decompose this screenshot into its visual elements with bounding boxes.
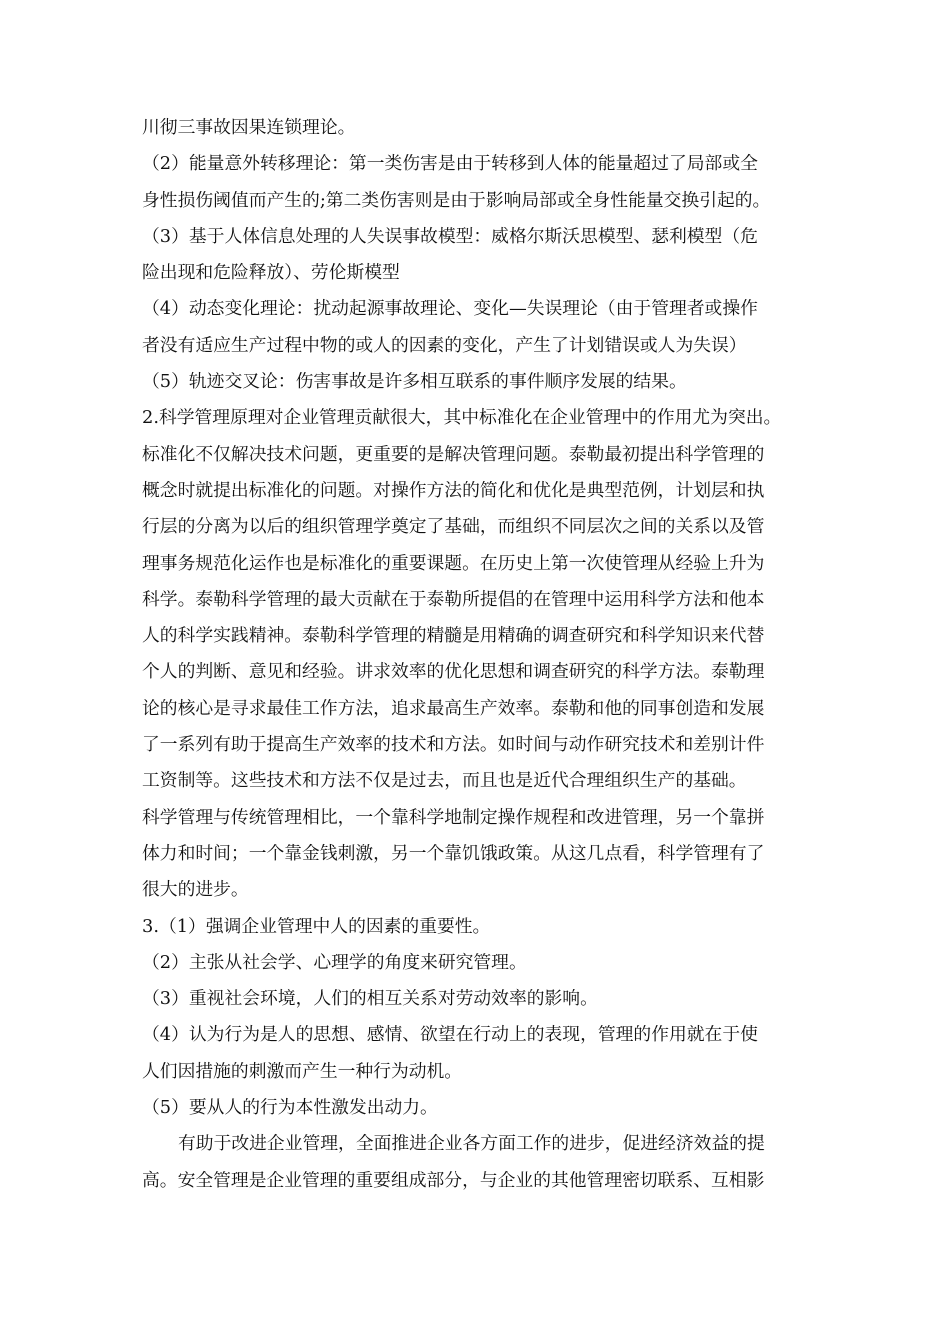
text-line: （4）动态变化理论：扰动起源事故理论、变化—失误理论（由于管理者或操作 bbox=[142, 298, 758, 320]
text-line: （5）轨迹交叉论：伤害事故是许多相互联系的事件顺序发展的结果。 bbox=[142, 371, 687, 393]
text-line: 3.（1）强调企业管理中人的因素的重要性。 bbox=[142, 915, 491, 937]
text-line: 理事务规范化运作也是标准化的重要课题。在历史上第一次使管理从经验上升为 bbox=[142, 552, 765, 574]
text-line: 标准化不仅解决技术问题，更重要的是解决管理问题。泰勒最初提出科学管理的 bbox=[142, 443, 765, 465]
text-line: 人的科学实践精神。泰勒科学管理的精髓是用精确的调查研究和科学知识来代替 bbox=[142, 625, 765, 647]
text-line: 身性损伤阈值而产生的;第二类伤害则是由于影响局部或全身性能量交换引起的。 bbox=[142, 189, 771, 211]
text-line: 者没有适应生产过程中物的或人的因素的变化，产生了计划错误或人为失误） bbox=[142, 334, 747, 356]
text-line: 体力和时间；一个靠金钱刺激，另一个靠饥饿政策。从这几点看，科学管理有了 bbox=[142, 842, 765, 864]
text-line: 2.科学管理原理对企业管理贡献很大，其中标准化在企业管理中的作用尤为突出。 bbox=[142, 407, 782, 429]
text-line: 人们因措施的刺激而产生一种行为动机。 bbox=[142, 1060, 463, 1082]
text-line: 了一系列有助于提高生产效率的技术和方法。如时间与动作研究技术和差别计件 bbox=[142, 734, 765, 756]
text-line: 科学管理与传统管理相比，一个靠科学地制定操作规程和改进管理，另一个靠拼 bbox=[142, 806, 765, 828]
text-line: 论的核心是寻求最佳工作方法，追求最高生产效率。泰勒和他的同事创造和发展 bbox=[142, 697, 765, 719]
text-line: 科学。泰勒科学管理的最大贡献在于泰勒所提倡的在管理中运用科学方法和他本 bbox=[142, 588, 765, 610]
text-line: 工资制等。这些技术和方法不仅是过去，而且也是近代合理组织生产的基础。 bbox=[142, 770, 747, 792]
text-line: （3）基于人体信息处理的人失误事故模型：威格尔斯沃思模型、瑟利模型（危 bbox=[142, 225, 758, 247]
text-line: 川彻三事故因果连锁理论。 bbox=[142, 117, 356, 138]
text-line: （2）主张从社会学、心理学的角度来研究管理。 bbox=[142, 951, 527, 973]
text-line: （3）重视社会环境，人们的相互关系对劳动效率的影响。 bbox=[142, 988, 598, 1010]
text-line: 个人的判断、意见和经验。讲求效率的优化思想和调查研究的科学方法。泰勒理 bbox=[142, 661, 765, 683]
text-line: （4）认为行为是人的思想、感情、欲望在行动上的表现，管理的作用就在于使 bbox=[142, 1024, 758, 1046]
text-line: （5）要从人的行为本性激发出动力。 bbox=[142, 1097, 438, 1119]
text-line: （2）能量意外转移理论：第一类伤害是由于转移到人体的能量超过了局部或全 bbox=[142, 153, 758, 175]
text-line: 险出现和危险释放）、劳伦斯模型 bbox=[142, 262, 400, 284]
text-line: 行层的分离为以后的组织管理学奠定了基础，而组织不同层次之间的关系以及管 bbox=[142, 516, 765, 538]
text-line: 高。安全管理是企业管理的重要组成部分，与企业的其他管理密切联系、互相影 bbox=[142, 1169, 765, 1191]
document-body bbox=[142, 110, 822, 1199]
text-line: 很大的进步。 bbox=[142, 879, 249, 901]
text-line: 概念时就提出标准化的问题。对操作方法的简化和优化是典型范例，计划层和执 bbox=[142, 479, 765, 501]
text-line: 有助于改进企业管理，全面推进企业各方面工作的进步，促进经济效益的提 bbox=[178, 1133, 765, 1155]
